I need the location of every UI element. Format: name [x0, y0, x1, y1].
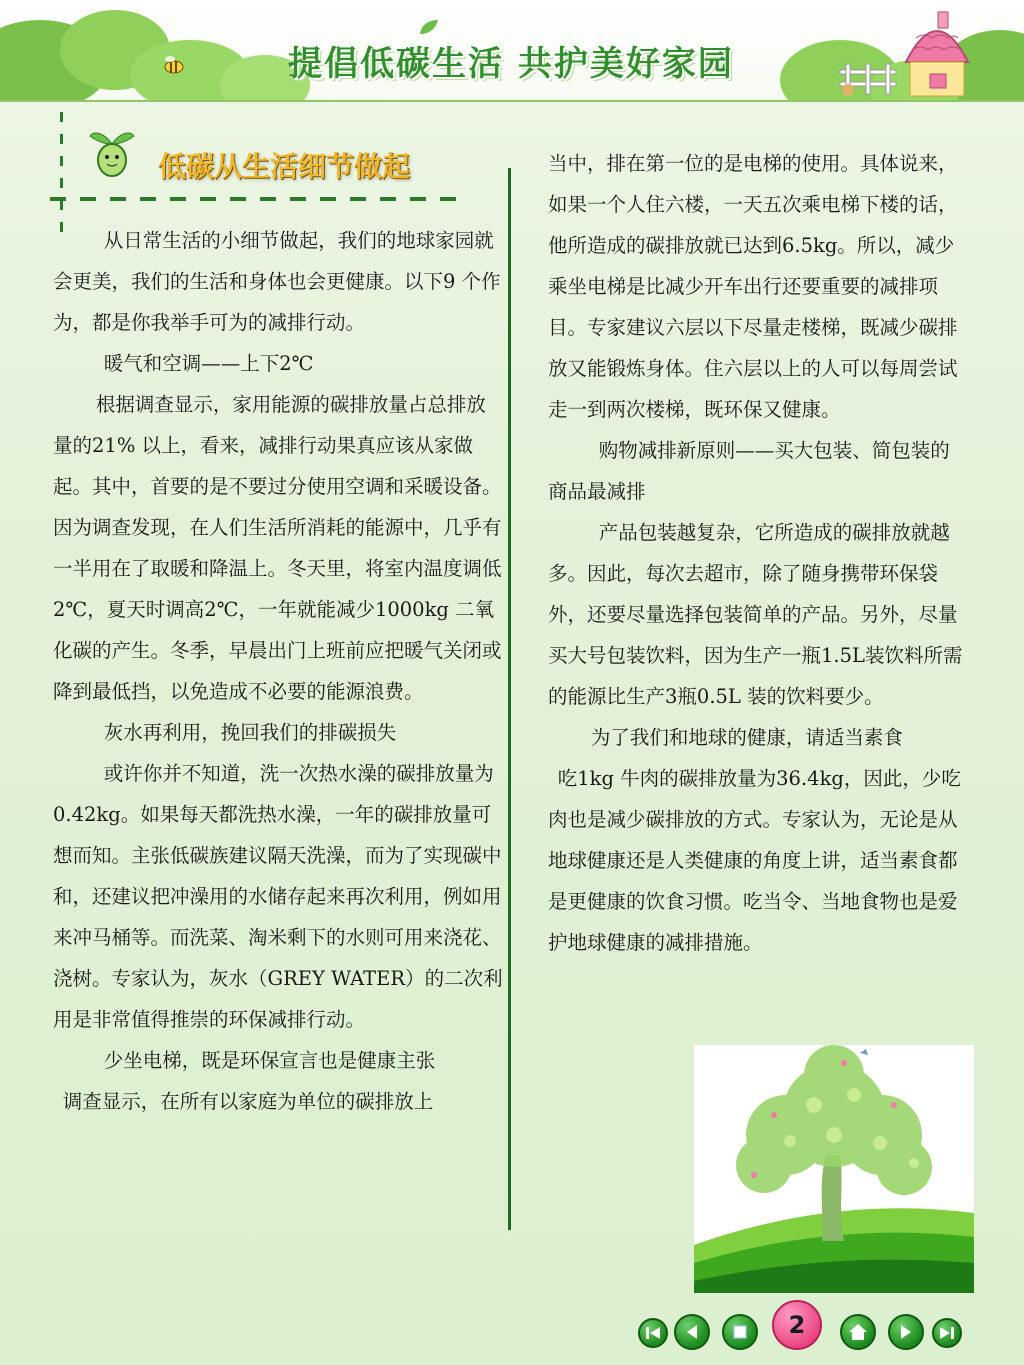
- subheading: 购物减排新原则——买大包装、简包装的商品最减排: [548, 439, 950, 503]
- tree-illustration: [694, 1045, 974, 1293]
- section-title: 低碳从生活细节做起: [158, 150, 411, 183]
- sprout-icon: [88, 126, 136, 178]
- paragraph: 当中，排在第一位的是电梯的使用。具体说来，如果一个人住六楼，一天五次乘电梯下楼的话，他所造成的碳排放就已达到6.5kg。所以，减少乘坐电梯是比减少开车出行还要重要的减排项目。专家建议六层以下尽量走楼梯，既减少碳排放又能锻炼身体。住六层以上的人可以每周尝试走一到两次楼梯，既环保又健康。: [548, 152, 958, 421]
- page-navigation: [636, 1300, 966, 1360]
- paragraph: 从日常生活的小细节做起，我们的地球家园就会更美，我们的生活和身体也会更健康。以下9 个作为，都是你我举手可为的减排行动。: [53, 229, 501, 334]
- paragraph: 调查显示，在所有以家庭为单位的碳排放上: [62, 1090, 434, 1113]
- bee-icon: [160, 55, 188, 77]
- next-page-button[interactable]: [888, 1314, 924, 1350]
- stop-icon: [733, 1325, 747, 1339]
- vertical-dashed-line: [60, 112, 63, 232]
- paragraph: 根据调查显示，家用能源的碳排放量占总排放量的21% 以上，看来，减排行动果真应该从家做起。其中，首要的是不要过分使用空调和采暖设备。因为调查发现，在人们生活所消耗的能源中，几乎有一半用在了取暖和降温上。冬天里，将室内温度调低2℃，夏天时调高2℃，一年就能减少1000kg 二氧化碳的产生。冬季，早晨出门上班前应把暖气关闭或降到最低挡，以免造成不必要的能源浪费。: [53, 393, 502, 703]
- subheading: 暖气和空调——上下2℃: [103, 352, 314, 375]
- paragraph: 吃1kg 牛肉的碳排放量为36.4kg，因此，少吃肉也是减少碳排放的方式。专家认为，无论是从地球健康还是人类健康的角度上讲，适当素食都是更健康的饮食习惯。吃当令、当地食物也是爱护地球健康的减排措施。: [548, 767, 961, 954]
- last-page-button[interactable]: [932, 1318, 962, 1348]
- first-page-button[interactable]: [638, 1318, 668, 1348]
- subheading: 灰水再利用，挽回我们的排碳损失: [103, 721, 397, 744]
- paragraph: 或许你并不知道，洗一次热水澡的碳排放量为0.42kg。如果每天都洗热水澡，一年的碳排放量可想而知。主张低碳族建议隔天洗澡，而为了实现碳中和，还建议把冲澡用的水储存起来再次利用，例如用来冲马桶等。而洗菜、淘米剩下的水则可用来浇花、浇树。专家认为，灰水（GREY WATER）的二次利用是非常值得推崇的环保减排行动。: [53, 762, 503, 1031]
- right-column: [548, 143, 968, 963]
- arrow-left-icon: [685, 1325, 699, 1339]
- skip-back-icon: [646, 1327, 660, 1339]
- page-number-badge: 2: [772, 1300, 822, 1350]
- header-banner: [0, 0, 1024, 102]
- header-divider: [0, 100, 1024, 102]
- home-icon: [848, 1323, 868, 1341]
- left-column: [53, 220, 503, 1122]
- subheading: 少坐电梯，既是环保宣言也是健康主张: [103, 1049, 436, 1072]
- paragraph: 产品包装越复杂，它所造成的碳排放就越多。因此，每次去超市，除了随身携带环保袋外，还要尽量选择包装简单的产品。另外，尽量买大号包装饮料，因为生产一瓶1.5L装饮料所需的能源比生产3瓶0.5L 装的饮料要少。: [548, 521, 963, 708]
- home-button[interactable]: [840, 1314, 876, 1350]
- previous-page-button[interactable]: [674, 1314, 710, 1350]
- house-icon: [902, 10, 972, 100]
- subheading: 为了我们和地球的健康，请适当素食: [590, 726, 903, 749]
- skip-forward-icon: [940, 1327, 954, 1339]
- stop-button[interactable]: [722, 1314, 758, 1350]
- fence-icon: [838, 62, 902, 98]
- leaf-icon: [418, 18, 440, 36]
- slogan-title: 提倡低碳生活 共护美好家园: [288, 44, 734, 84]
- arrow-right-icon: [899, 1325, 913, 1339]
- column-divider: [508, 168, 511, 1230]
- horizontal-dashed-line: [50, 197, 470, 201]
